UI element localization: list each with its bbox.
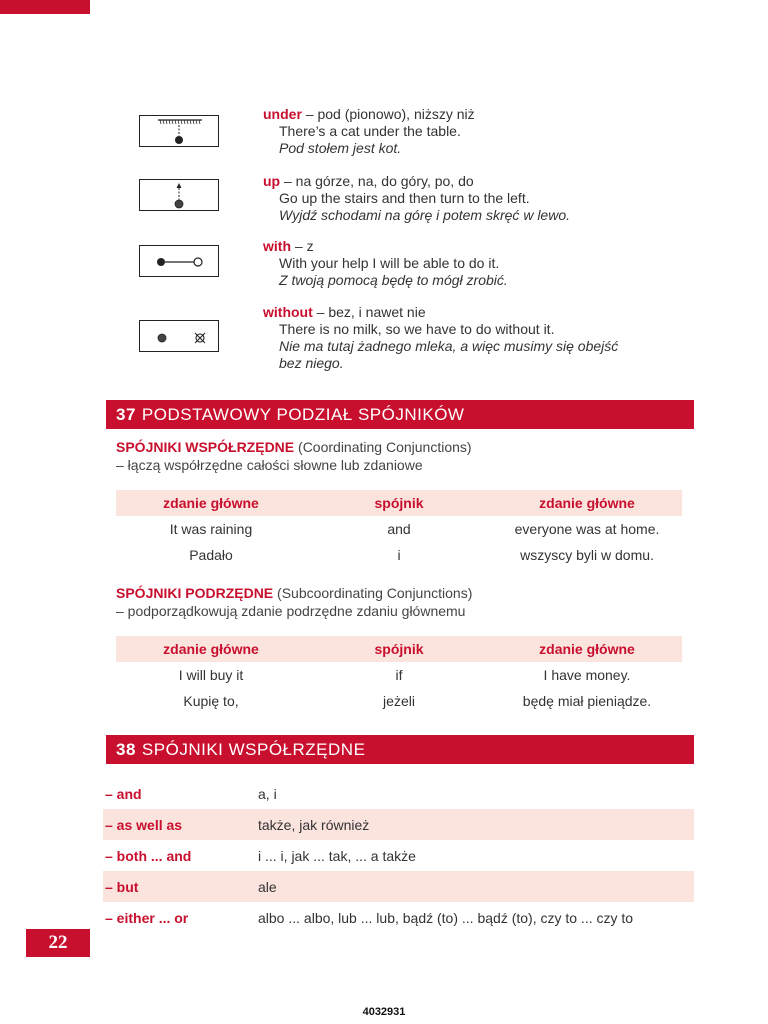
footer-code: 4032931 (362, 1006, 406, 1018)
list-item (103, 902, 694, 933)
conjunction-translation: ale (258, 878, 277, 895)
table-cell: if (395, 667, 403, 683)
column-header: spójnik (374, 641, 424, 657)
entry-gloss: – pod (pionowo), niższy niż (301, 106, 475, 122)
subordinating-heading (116, 584, 472, 620)
section-number: 37 (116, 405, 136, 424)
table-cell: everyone was at home. (514, 521, 660, 537)
subordinating-description: – podporządkowują zdanie podrzędne zdaniu głównemu (116, 603, 466, 619)
list-item (103, 778, 694, 809)
table-row (116, 662, 682, 688)
conjunction-translation: albo ... albo, lub ... lub, bądź (to) ... bądź (to), czy to ... czy to (258, 909, 634, 926)
entry-without (263, 304, 618, 372)
entry-up (263, 173, 570, 224)
column-header: zdanie główne (163, 495, 259, 511)
table-cell: będę miał pieniądze. (522, 693, 652, 709)
list-item (103, 871, 694, 902)
section-38-header (106, 735, 694, 764)
entry-example-pl: Pod stołem jest kot. (279, 140, 402, 156)
entry-example-pl: Z twoją pomocą będę to mógł zrobić. (279, 272, 508, 288)
conjunction-term: – both ... and (105, 847, 192, 864)
section-title: SPÓJNIKI WSPÓŁRZĘDNE (141, 740, 366, 759)
coordinating-conjunctions-list (103, 778, 694, 933)
table-cell: Padało (189, 547, 233, 563)
section-title: PODSTAWOWY PODZIAŁ SPÓJNIKÓW (141, 405, 465, 424)
table-header-row (116, 636, 682, 662)
entry-example-pl-cont: bez niego. (279, 355, 344, 371)
under-diagram (139, 115, 219, 147)
page-number: 22 (26, 929, 90, 957)
coordinating-table (116, 490, 682, 568)
conjunction-translation: a, i (258, 785, 277, 802)
entry-example-en: There’s a cat under the table. (279, 123, 461, 139)
entry-example-en: Go up the stairs and then turn to the left. (279, 190, 530, 206)
coordinating-label: SPÓJNIKI WSPÓŁRZĘDNE (116, 439, 295, 455)
entry-word: up (263, 173, 281, 189)
table-cell: and (387, 521, 411, 537)
entry-gloss: – na górze, na, do góry, po, do (280, 173, 474, 189)
column-header: zdanie główne (163, 641, 259, 657)
subordinating-table (116, 636, 682, 714)
column-header: zdanie główne (539, 641, 635, 657)
list-item (103, 809, 694, 840)
table-cell: Kupię to, (183, 693, 239, 709)
table-cell: jeżeli (383, 693, 415, 709)
table-cell: i (397, 547, 401, 563)
section-37-header (106, 400, 694, 429)
conjunction-term: – and (105, 785, 142, 802)
list-item (103, 840, 694, 871)
section-number: 38 (116, 740, 136, 759)
table-row (116, 688, 682, 714)
table-cell: I have money. (543, 667, 631, 683)
entry-gloss: – z (291, 238, 314, 254)
entry-word: with (263, 238, 291, 254)
conjunction-term: – but (105, 878, 139, 895)
table-header-row (116, 490, 682, 516)
entry-example-pl: Wyjdź schodami na górę i potem skręć w lewo. (279, 207, 570, 223)
entry-example-en: With your help I will be able to do it. (279, 255, 500, 271)
coordinating-english: (Coordinating Conjunctions) (294, 439, 472, 455)
table-cell: I will buy it (178, 667, 244, 683)
subordinating-label: SPÓJNIKI PODRZĘDNE (116, 585, 274, 601)
conjunction-translation: i ... i, jak ... tak, ... a także (258, 847, 416, 864)
table-row (116, 542, 682, 568)
entry-word: under (263, 106, 302, 122)
column-header: spójnik (374, 495, 424, 511)
conjunction-translation: także, jak również (258, 816, 370, 833)
entry-gloss: – bez, i nawet nie (312, 304, 426, 320)
entry-under (263, 106, 475, 157)
entry-word: without (263, 304, 313, 320)
table-cell: wszyscy byli w domu. (520, 547, 654, 563)
top-accent-bar (0, 0, 90, 14)
table-cell: It was raining (169, 521, 253, 537)
column-header: zdanie główne (539, 495, 635, 511)
coordinating-description: – łączą współrzędne całości słowne lub zdaniowe (116, 457, 423, 473)
with-diagram (139, 245, 219, 277)
conjunction-term: – either ... or (105, 909, 189, 926)
coordinating-heading (116, 438, 472, 474)
entry-example-pl: Nie ma tutaj żadnego mleka, a więc musimy się obejść (279, 338, 619, 354)
table-row (116, 516, 682, 542)
conjunction-term: – as well as (105, 816, 183, 833)
entry-example-en: There is no milk, so we have to do without it. (279, 321, 555, 337)
subordinating-english: (Subcoordinating Conjunctions) (273, 585, 473, 601)
without-diagram (139, 320, 219, 352)
up-diagram (139, 179, 219, 211)
entry-with (263, 238, 508, 289)
